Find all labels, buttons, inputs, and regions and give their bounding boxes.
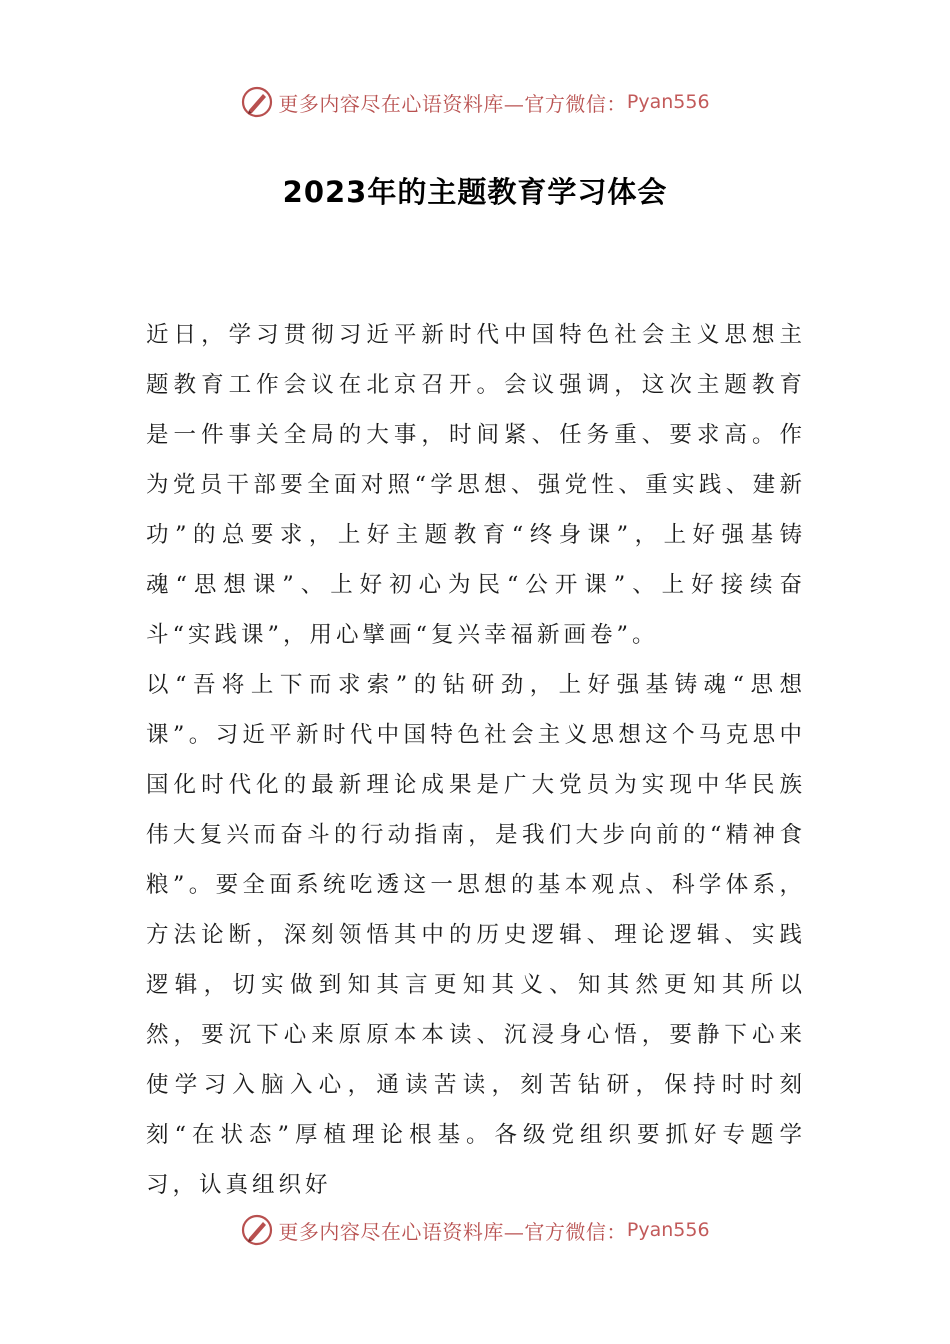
paragraph-1: 近日，学习贯彻习近平新时代中国特色社会主义思想主题教育工作会议在北京召开。会议强调，这次主题教育是一件事关全局的大事，时间紧、任务重、要求高。作为党员干部要全面对照“学思想、强党性、重实践、建新功”的总要求，上好主题教育“终身课”，上好强基铸魂“思想课”、上好初心为民“公开课”、上好接续奋斗“实践课”，用心擘画“复兴幸福新画卷”。: [146, 322, 806, 648]
pen-logo-icon: [240, 85, 274, 119]
paragraph-2: 以“吾将上下而求索”的钻研劲，上好强基铸魂“思想课”。习近平新时代中国特色社会主义思想这个马克思中国化时代化的最新理论成果是广大党员为实现中华民族伟大复兴而奋斗的行动指南，是我们大步向前的“精神食粮”。要全面系统吃透这一思想的基本观点、科学体系，方法论断，深刻领悟其中的历史逻辑、理论逻辑、实践逻辑，切实做到知其言更知其义、知其然更知其所以然，要沉下心来原原本本读、沉浸身心悟，要静下心来使学习入脑入心，通读苦读，刻苦钻研，保持时时刻刻“在状态”厚植理论根基。各级党组织要抓好专题学习，认真组织好: [146, 672, 806, 1198]
header-banner: [0, 82, 950, 122]
banner-text: 更多内容尽在心语资料库—官方微信：: [278, 91, 627, 116]
banner-text: 更多内容尽在心语资料库—官方微信：: [278, 1219, 627, 1244]
pen-logo-icon: [240, 1213, 274, 1247]
document-title: 2023年的主题教育学习体会: [282, 175, 668, 209]
wechat-id: Pyan556: [626, 1219, 710, 1241]
wechat-id: Pyan556: [626, 91, 710, 113]
document-body: [146, 310, 806, 1210]
footer-banner: [0, 1210, 950, 1250]
